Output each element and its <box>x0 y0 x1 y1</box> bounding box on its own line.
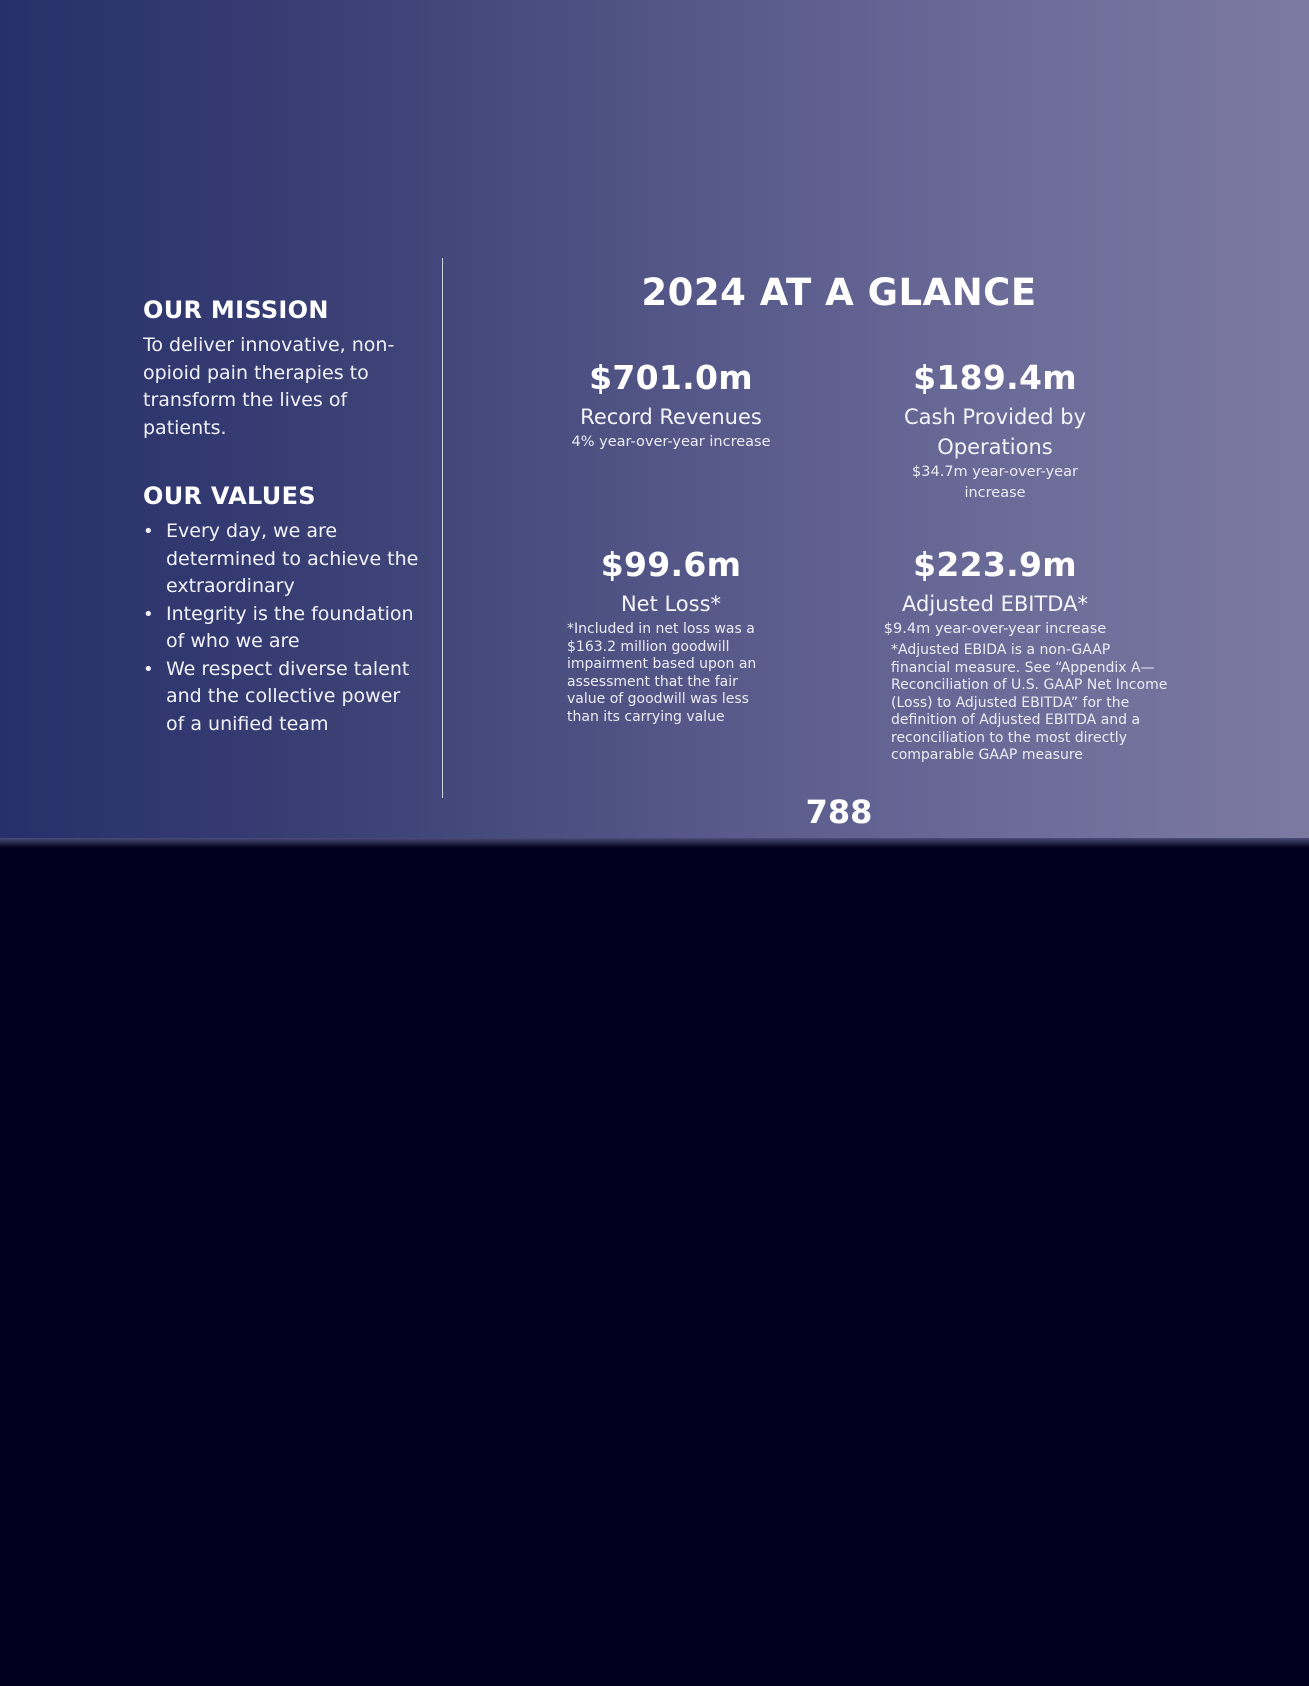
values-item-text: Integrity is the foundation of who we are <box>166 602 414 652</box>
metric-value: $189.4m <box>913 358 1077 397</box>
metric-label: Net Loss* <box>620 592 722 616</box>
bullet-icon: • <box>143 521 154 542</box>
metric-net-loss <box>560 543 782 726</box>
metric-subtext: $34.7m year-over-year increase <box>912 464 1078 501</box>
metric-label: Record Revenues <box>580 405 762 429</box>
metric-subtext: $9.4m year-over-year increase <box>883 621 1107 637</box>
metric-footnote: *Adjusted EBIDA is a non-GAAP financial measure. See “Appendix A—Reconciliation of U.S. GAAP Net Income (Loss) to Adjusted EBITDA” for the definition of Adjusted EBITDA and a reconciliation to the most directly comparable GAAP measure <box>891 642 1168 763</box>
values-heading: OUR VALUES <box>143 482 316 510</box>
metric-cash-operations <box>880 356 1110 504</box>
values-item <box>143 518 423 601</box>
metric-label: Adjusted EBITDA* <box>902 592 1088 616</box>
metric-value: $223.9m <box>913 545 1077 584</box>
metric-subtext: 4% year-over-year increase <box>571 434 771 450</box>
values-list <box>143 518 423 738</box>
metric-label: Cash Provided by Operations <box>903 405 1087 459</box>
values-item-text: Every day, we are determined to achieve the extraordinary <box>166 520 419 597</box>
bullet-icon: • <box>143 658 154 680</box>
mission-text: To deliver innovative, non-opioid pain therapies to transform the lives of patients. <box>143 334 395 439</box>
metric-footnote: *Included in net loss was a $163.2 million goodwill impairment based upon an assessment that the fair value of goodwill was less than its carrying value <box>567 621 757 725</box>
values-item <box>143 601 423 656</box>
metric-value: $701.0m <box>589 358 753 397</box>
metric-revenues <box>560 356 782 453</box>
mission-heading: OUR MISSION <box>143 296 329 324</box>
glance-title: 2024 AT A GLANCE <box>641 271 1037 314</box>
mission-values-column <box>143 294 423 738</box>
metric-value: $99.6m <box>600 545 742 584</box>
panel-bottom-edge <box>0 838 1309 848</box>
column-divider <box>442 258 443 798</box>
values-item-text: We respect diverse talent and the collective power of a unified team <box>166 657 410 735</box>
bullet-icon: • <box>143 603 154 625</box>
values-item <box>143 656 423 739</box>
metric-adjusted-ebitda <box>880 543 1168 765</box>
page-number: 788 <box>805 793 873 831</box>
